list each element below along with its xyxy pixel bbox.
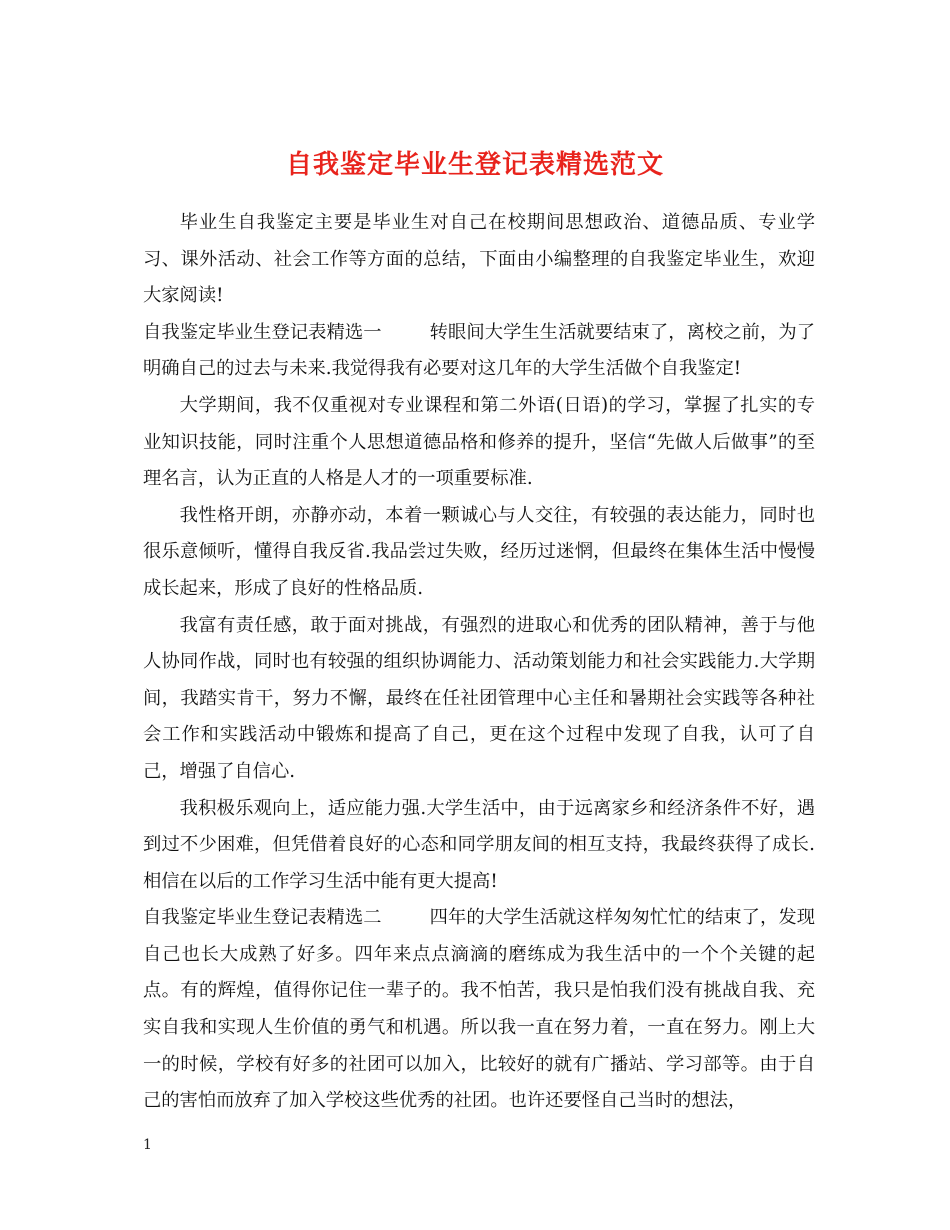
section-one-heading: 自我鉴定毕业生登记表精选一 — [143, 321, 382, 343]
section-one-paragraph — [143, 315, 815, 388]
section-one-text: 转眼间大学生生活就要结束了，离校之前，为了明确自己的过去与未来.我觉得我有必要对这几年的大学生活做个自我鉴定! — [143, 321, 816, 380]
body-paragraph-character: 我性格开朗，亦静亦动，本着一颗诚心与人交往，有较强的表达能力，同时也很乐意倾听，懂得自我反省.我品尝过失败，经历过迷惘，但最终在集体生活中慢慢成长起来，形成了良好的性格品质. — [143, 504, 815, 599]
page-number: 1 — [143, 1137, 152, 1153]
document-body — [143, 205, 815, 1120]
document-title: 自我鉴定毕业生登记表精选范文 — [285, 150, 664, 181]
body-paragraph-attitude: 我积极乐观向上，适应能力强.大学生活中，由于远离家乡和经济条件不好，遇到过不少困难，但凭借着良好的心态和同学朋友间的相互支持，我最终获得了成长.相信在以后的工作学习生活中能有更大提高! — [143, 797, 815, 892]
section-two-heading: 自我鉴定毕业生登记表精选二 — [143, 907, 382, 929]
section-two-paragraph — [143, 900, 815, 1120]
body-paragraph-responsibility: 我富有责任感，敢于面对挑战，有强烈的进取心和优秀的团队精神，善于与他人协同作战，同时也有较强的组织协调能力、活动策划能力和社会实践能力.大学期间，我踏实肯干，努力不懈，最终在任社团管理中心主任和暑期社会实践等各种社会工作和实践活动中锻炼和提高了自己，更在这个过程中发现了自我，认可了自己，增强了自信心. — [143, 614, 815, 782]
section-two-text: 四年的大学生活就这样匆匆忙忙的结束了，发现自己也长大成熟了好多。四年来点点滴滴的磨练成为我生活中的一个个关键的起点。有的辉煌，值得你记住一辈子的。我不怕苦，我只是怕我们没有挑战自我、充实自我和实现人生价值的勇气和机遇。所以我一直在努力着，一直在努力。刚上大一的时候，学校有好多的社团可以加入，比较好的就有广播站、学习部等。由于自己的害怕而放弃了加入学校这些优秀的社团。也许还要怪自己当时的想法， — [143, 907, 816, 1112]
intro-paragraph: 毕业生自我鉴定主要是毕业生对自己在校期间思想政治、道德品质、专业学习、课外活动、社会工作等方面的总结，下面由小编整理的自我鉴定毕业生，欢迎大家阅读! — [143, 212, 815, 307]
body-paragraph-study: 大学期间，我不仅重视对专业课程和第二外语(日语)的学习，掌握了扎实的专业知识技能，同时注重个人思想道德品格和修养的提升，坚信“先做人后做事”的至理名言，认为正直的人格是人才的一项重要标准. — [143, 394, 815, 490]
